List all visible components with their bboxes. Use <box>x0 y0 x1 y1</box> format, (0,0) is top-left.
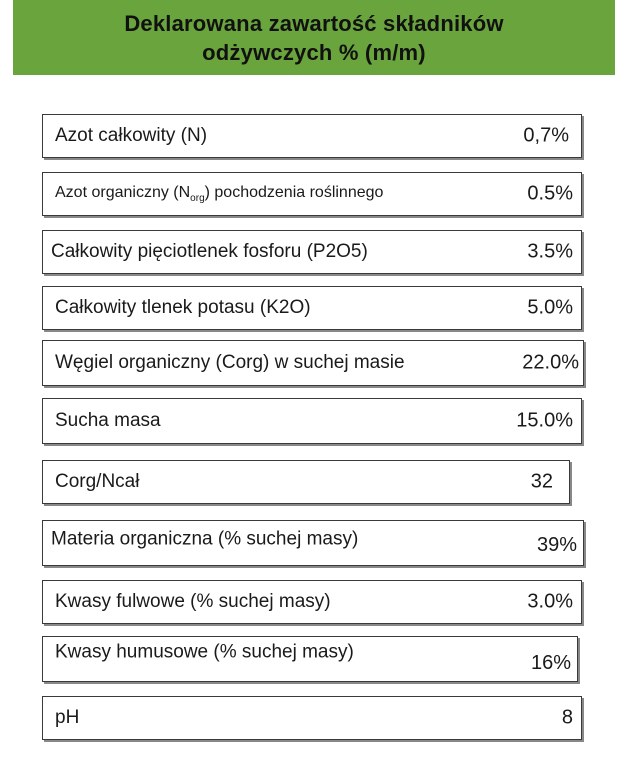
nutrient-row-wegiel <box>42 340 584 386</box>
nutrient-value: 0.5% <box>527 182 573 205</box>
nutrient-value: 15.0% <box>516 409 573 432</box>
nutrient-label: Materia organiczna (% suchej masy) <box>51 528 359 550</box>
nutrient-label: pH <box>55 707 80 728</box>
nutrient-value: 0,7% <box>523 124 569 147</box>
nutrient-value: 5.0% <box>527 296 573 319</box>
nutrient-row-corg-ncal <box>42 460 570 504</box>
nutrient-row-kwasy-fulwowe <box>42 580 582 624</box>
nutrient-value: 3.5% <box>527 240 573 263</box>
nutrient-row-azot-organiczny <box>42 172 582 216</box>
page-title <box>124 9 503 67</box>
nutrient-row-potas <box>42 286 582 330</box>
nutrient-row-materia-organiczna <box>42 520 584 566</box>
nutrient-value: 22.0% <box>522 351 579 374</box>
nutrient-value: 8 <box>561 706 573 729</box>
nutrient-value: 32 <box>530 470 553 493</box>
nutrient-row-sucha-masa <box>42 398 582 444</box>
nutrient-label: Węgiel organiczny (Corg) w suchej masie <box>55 352 405 373</box>
nutrient-label: Corg/Ncał <box>55 471 140 492</box>
nutrient-value: 3.0% <box>527 590 573 613</box>
nutrient-row-fosfor <box>42 230 582 274</box>
nutrient-label: Kwasy humusowe (% suchej masy) <box>55 641 354 663</box>
title-line-2: odżywczych % (m/m) <box>202 39 426 65</box>
nutrient-value: 39% <box>536 533 577 556</box>
nutrient-label: Azot organiczny $(N_{org})$ pochodzenia roślinnego <box>55 183 384 205</box>
header-banner <box>13 0 615 75</box>
nutrient-label: Całkowity pięciotlenek fosforu (P2O5) <box>51 241 368 262</box>
nutrient-label: Całkowity tlenek potasu (K2O) <box>55 297 311 318</box>
nutrient-row-azot-calkowity <box>42 114 582 158</box>
nutrient-row-ph <box>42 696 582 740</box>
nutrient-value: 16% <box>530 652 571 675</box>
nutrient-label: Sucha masa <box>55 410 161 431</box>
nutrient-row-kwasy-humusowe <box>42 636 578 682</box>
title-line-1: Deklarowana zawartość składników <box>124 10 504 36</box>
nutrient-label: Azot całkowity (N) <box>55 125 208 146</box>
nutrient-label: Kwasy fulwowe (% suchej masy) <box>55 591 331 612</box>
